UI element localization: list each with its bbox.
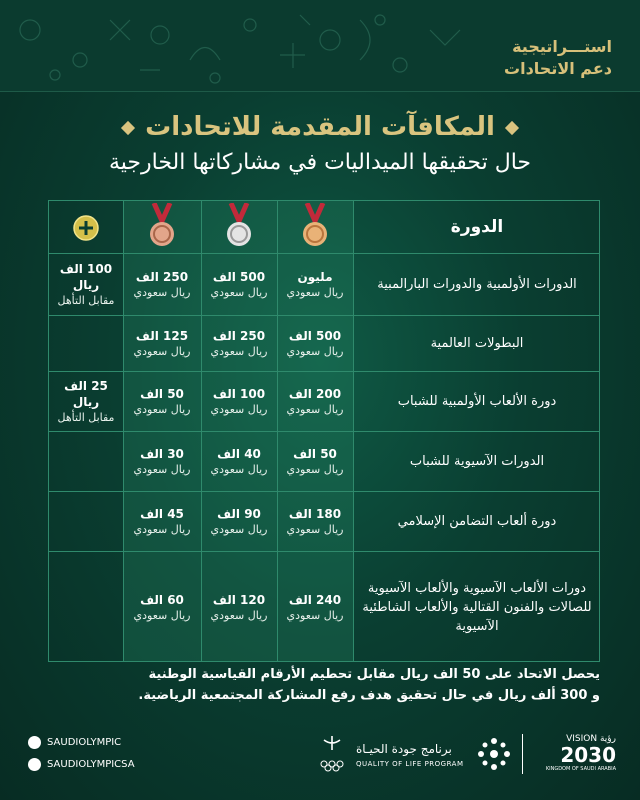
silver-column-cell	[201, 315, 277, 371]
instagram-handle-text: SAUDIOLYMPICSA	[47, 759, 135, 770]
twitter-handle[interactable]	[28, 736, 121, 749]
reward-amount: 180 الف	[288, 506, 342, 521]
qol-program-arabic: برنامج جودة الحيـاة	[356, 742, 452, 756]
diamond-icon	[505, 120, 519, 134]
gold-column-cell	[277, 253, 353, 315]
reward-unit: ريال سعودي	[210, 344, 268, 358]
gold-column-cell	[277, 551, 353, 663]
extra-column-cell	[49, 315, 123, 371]
reward-unit: ريال سعودي	[133, 608, 191, 622]
reward-amount: 90 الف	[217, 506, 261, 521]
table-header-event: الدورة	[450, 217, 504, 237]
reward-amount: 45 الف	[140, 506, 184, 521]
bronze-medal-icon	[145, 203, 179, 249]
reward-unit: ريال سعودي	[210, 285, 268, 299]
extra-column-cell	[49, 431, 123, 491]
silver-column-cell	[201, 371, 277, 431]
reward-unit: ريال سعودي	[133, 462, 191, 476]
event-name: دورة ألعاب التضامن الإسلامي	[397, 513, 557, 529]
reward-unit: ريال سعودي	[210, 608, 268, 622]
bronze-column-cell	[123, 551, 201, 663]
bronze-column-cell	[123, 431, 201, 491]
event-name: الدورات الآسيوية للشباب	[409, 453, 545, 469]
qol-program-logo-icon	[476, 736, 512, 772]
instagram-handle[interactable]	[28, 758, 135, 771]
event-name: دورات الألعاب الآسيوية والألعاب الآسيوية للصالات والفنون القتالية والألعاب الشاطئية الآسيوية	[362, 580, 592, 634]
event-name: البطولات العالمية	[430, 335, 524, 351]
vision-title: VISION رؤية	[566, 734, 616, 744]
reward-amount: 30 الف	[140, 446, 184, 461]
reward-unit: ريال سعودي	[286, 344, 344, 358]
reward-unit: ريال سعودي	[210, 462, 268, 476]
twitter-icon	[28, 736, 41, 749]
reward-unit: ريال سعودي	[133, 522, 191, 536]
reward-amount: مليون	[297, 269, 333, 284]
reward-amount: 200 الف	[288, 386, 342, 401]
vision-2030-logo	[546, 734, 616, 772]
reward-unit: ريال سعودي	[133, 285, 191, 299]
header-band	[0, 0, 640, 92]
saudi-olympic-emblem-icon	[316, 734, 348, 774]
reward-unit: ريال سعودي	[133, 402, 191, 416]
reward-amount: 100 الف	[212, 386, 266, 401]
silver-column-cell	[201, 253, 277, 315]
page-title	[0, 112, 640, 142]
reward-amount: 50 الف	[293, 446, 337, 461]
vision-year: 2030	[560, 743, 616, 767]
bronze-column-cell	[123, 371, 201, 431]
event-name: الدورات الأولمبية والدورات البارالمبية	[377, 276, 577, 292]
footnote	[40, 664, 600, 706]
bronze-column-cell	[123, 315, 201, 371]
silver-column-cell	[201, 431, 277, 491]
gold-column-cell	[277, 491, 353, 551]
extra-column-cell	[49, 371, 123, 431]
bronze-column-cell	[123, 491, 201, 551]
bronze-column-cell	[123, 253, 201, 315]
strategy-line1: استـــراتيجية	[512, 37, 612, 56]
plus-badge-icon	[69, 211, 103, 257]
reward-amount: 500 الف	[212, 269, 266, 284]
instagram-icon	[28, 758, 41, 771]
reward-amount: 50 الف	[140, 386, 184, 401]
reward-amount: 60 الف	[140, 592, 184, 607]
reward-unit: ريال سعودي	[286, 402, 344, 416]
reward-unit: ريال سعودي	[210, 402, 268, 416]
footnote-line1: يحصل الاتحاد على 50 الف ريال مقابل تحطيم الأرقام القياسية الوطنية	[148, 667, 600, 682]
reward-amount: 100 الف ريال	[59, 261, 113, 292]
reward-unit: ريال سعودي	[210, 522, 268, 536]
twitter-handle-text: SAUDIOLYMPIC	[47, 737, 122, 748]
qol-program-english: QUALITY OF LIFE PROGRAM	[356, 760, 464, 768]
page-title-text: المكافآت المقدمة للاتحادات	[145, 112, 495, 142]
rewards-table	[48, 200, 600, 662]
reward-amount: 25 الف ريال	[64, 378, 108, 409]
reward-unit: ريال سعودي	[133, 344, 191, 358]
reward-amount: 120 الف	[212, 592, 266, 607]
gold-column-cell	[277, 315, 353, 371]
extra-column-cell	[49, 253, 123, 315]
silver-medal-icon	[222, 203, 256, 249]
footer-logos	[316, 730, 616, 780]
reward-amount: 250 الف	[212, 328, 266, 343]
event-name: دورة الألعاب الأولمبية للشباب	[397, 393, 557, 409]
page-subtitle: حال تحقيقها الميداليات في مشاركاتها الخارجية	[108, 150, 532, 175]
footnote-line2: و 300 ألف ريال في حال تحقيق هدف رفع المشاركة المجتمعية الرياضية.	[138, 688, 600, 703]
extra-column-cell	[49, 551, 123, 663]
strategy-line2: دعم الاتحادات	[504, 59, 612, 78]
extra-column-cell	[49, 491, 123, 551]
gold-medal-icon	[298, 203, 332, 249]
reward-unit: مقابل التأهل	[57, 293, 115, 307]
reward-unit: ريال سعودي	[286, 285, 344, 299]
reward-amount: 40 الف	[217, 446, 261, 461]
reward-unit: مقابل التأهل	[57, 410, 115, 424]
gold-column-cell	[277, 431, 353, 491]
reward-amount: 240 الف	[288, 592, 342, 607]
reward-amount: 500 الف	[288, 328, 342, 343]
strategy-title	[504, 36, 612, 80]
reward-unit: ريال سعودي	[286, 608, 344, 622]
diamond-icon	[121, 120, 135, 134]
reward-amount: 125 الف	[135, 328, 189, 343]
gold-column-cell	[277, 371, 353, 431]
footer-divider	[522, 734, 523, 774]
silver-column-cell	[201, 491, 277, 551]
reward-unit: ريال سعودي	[286, 522, 344, 536]
reward-unit: ريال سعودي	[286, 462, 344, 476]
reward-amount: 250 الف	[135, 269, 189, 284]
silver-column-cell	[201, 551, 277, 663]
vision-kingdom: KINGDOM OF SAUDI ARABIA	[545, 766, 616, 772]
